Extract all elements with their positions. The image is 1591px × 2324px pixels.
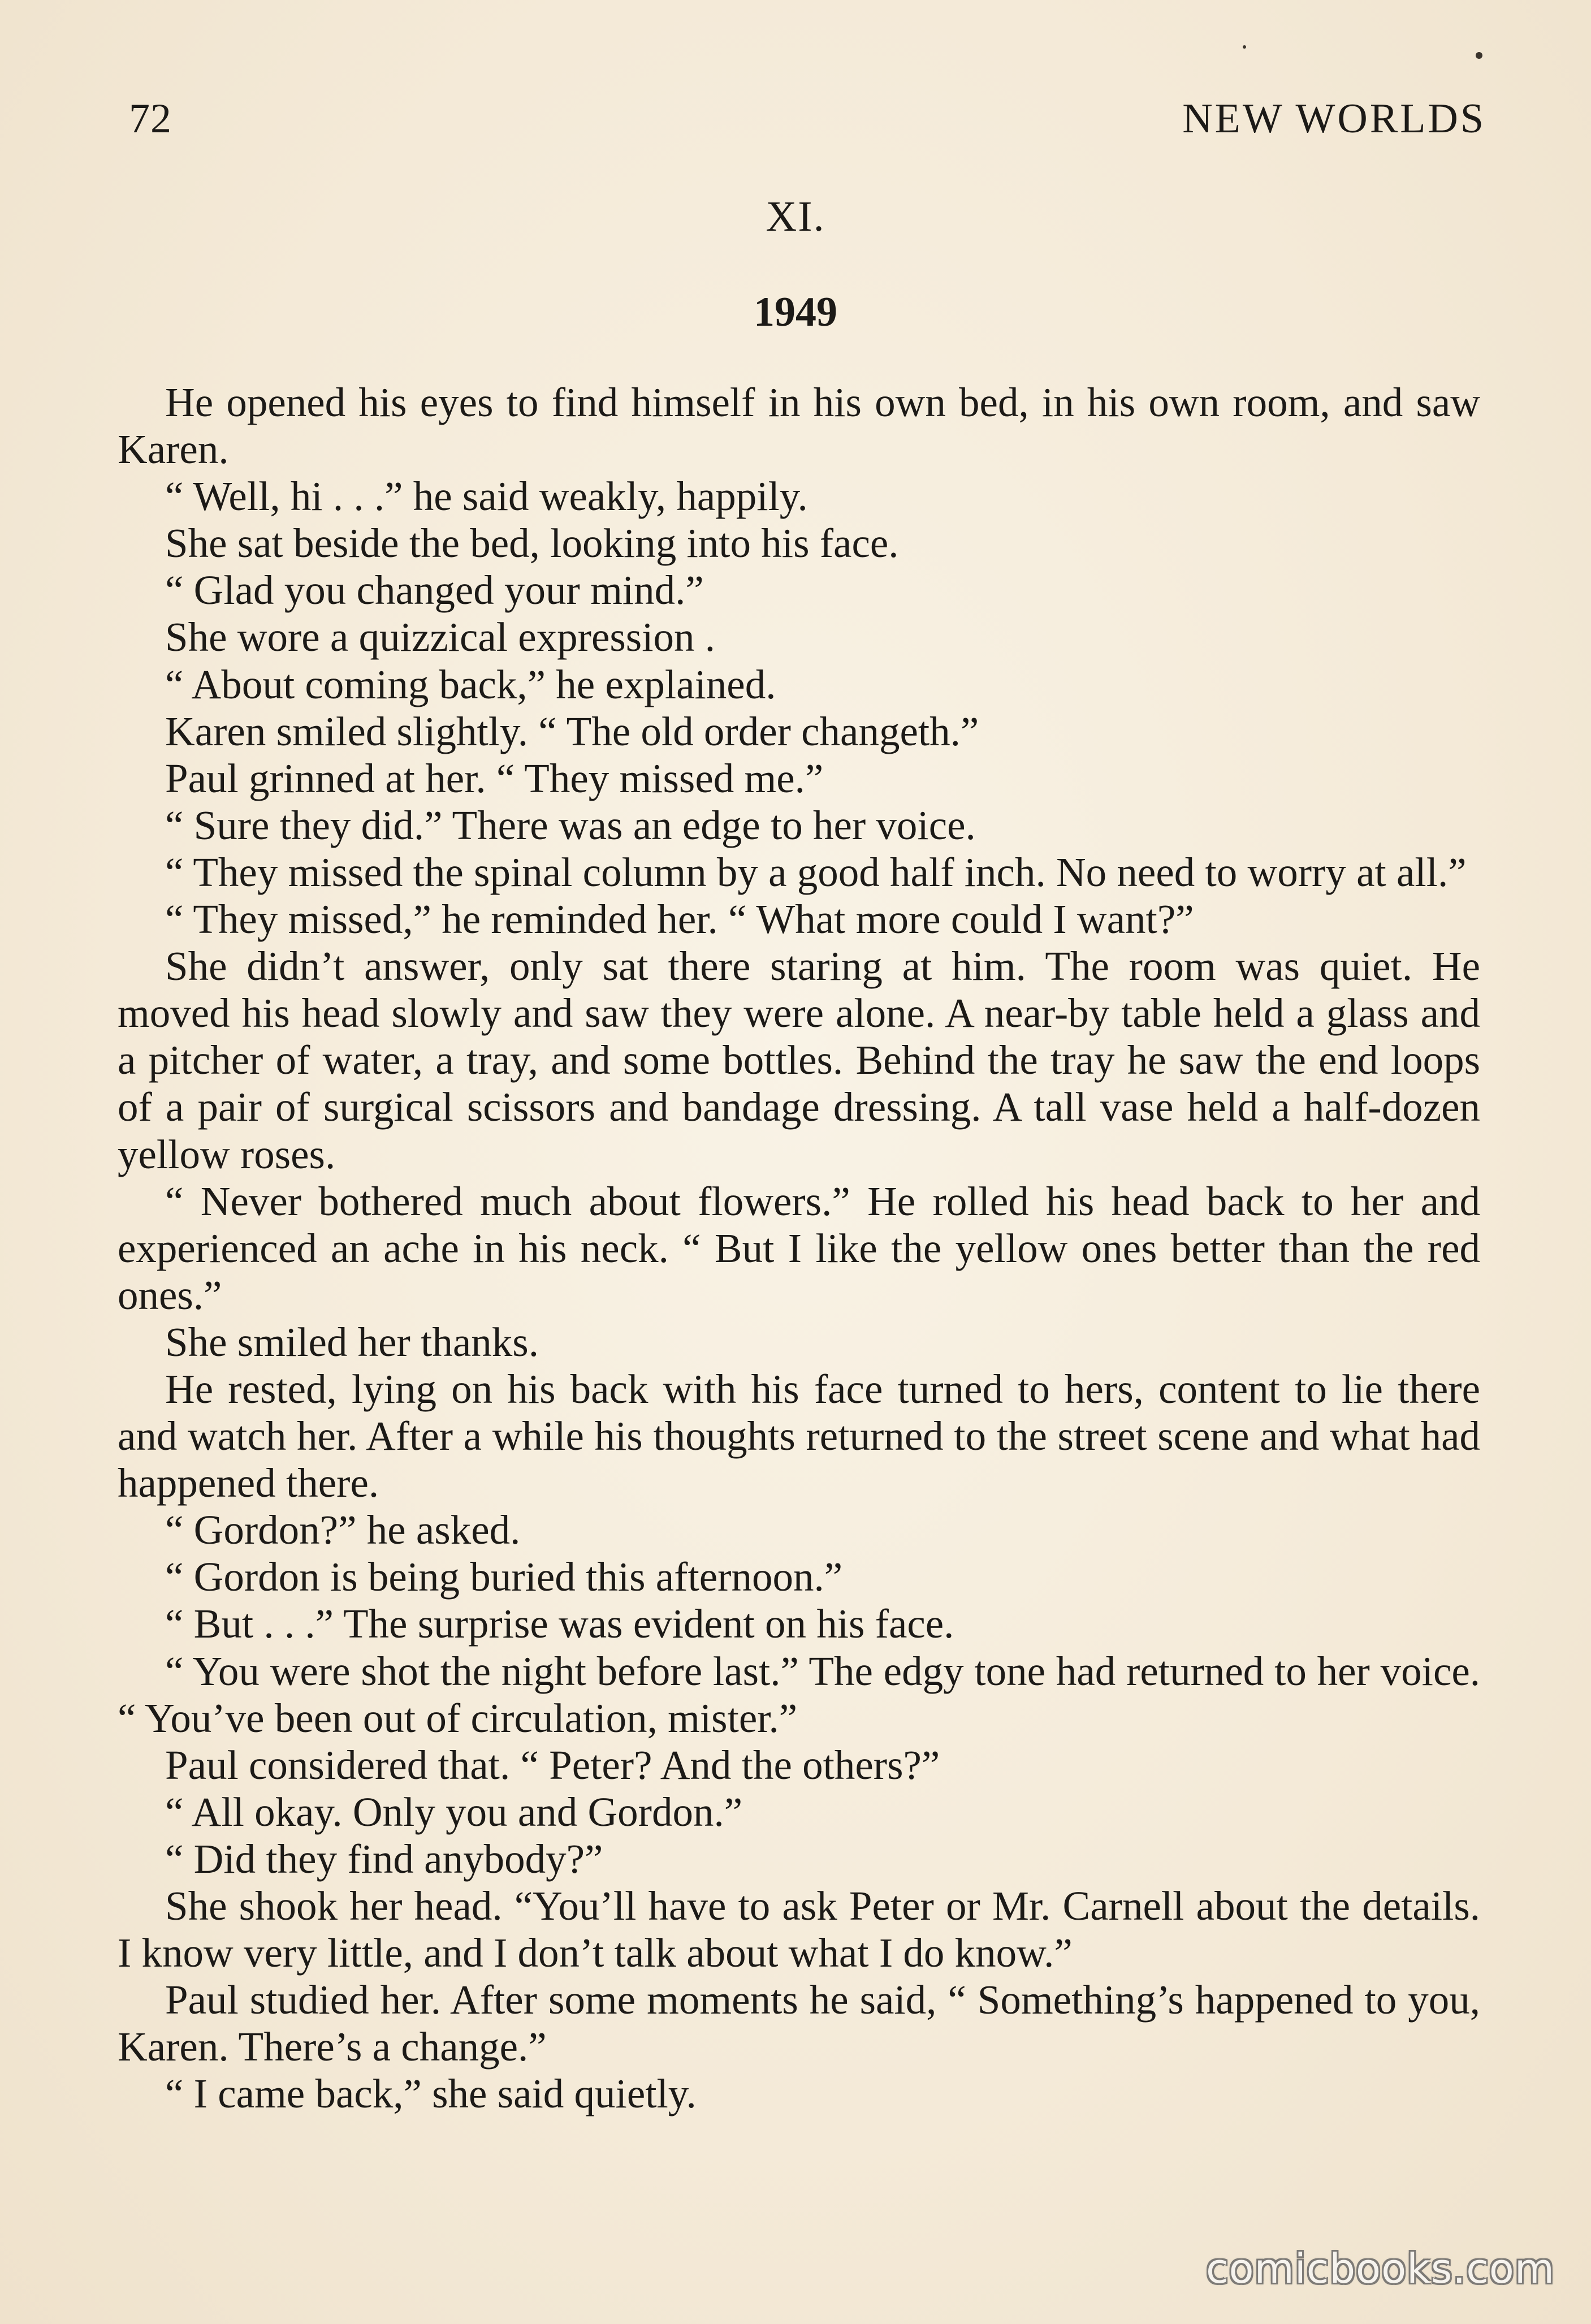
chapter-number: XI.: [766, 193, 825, 240]
paragraph: He rested, lying on his back with his face turned to hers, content to lie there and watch her. After a while his thoughts returned to the street scene and what had happened there.: [118, 1366, 1480, 1506]
paragraph: “ But . . .” The surprise was evident on his face.: [165, 1601, 954, 1647]
paragraph: “ Did they find anybody?”: [165, 1835, 603, 1882]
running-head: [129, 95, 1486, 157]
paragraph: “ They missed,” he reminded her. “ What more could I want?”: [165, 896, 1194, 943]
paragraph: “ They missed the spinal column by a good half inch. No need to worry at all.”: [165, 849, 1467, 895]
print-speck: [1243, 45, 1246, 49]
paragraph: “ Gordon?” he asked.: [165, 1507, 521, 1553]
paragraph: She didn’t answer, only sat there staring at him. The room was quiet. He moved his head slowly and saw they were alone. A near-by table held a glass and a pitcher of water, a tray, and some bottles. Behind the tray he saw the end loops of a pair of surgical scissors and bandage dressing. A tall vase held a half-dozen yellow roses.: [118, 943, 1480, 1177]
paragraph: Paul considered that. “ Peter? And the others?”: [165, 1742, 940, 1788]
paragraph: She wore a quizzical expression .: [165, 614, 715, 660]
paragraph: Karen smiled slightly. “ The old order changeth.”: [165, 708, 979, 754]
paragraph: She smiled her thanks.: [165, 1319, 539, 1365]
magazine-title: NEW WORLDS: [1182, 96, 1486, 142]
paragraph: “ Never bothered much about flowers.” He rolled his head back to her and experienced an ache in his neck. “ But I like the yellow ones better than the red ones.”: [118, 1178, 1480, 1318]
paragraph: Paul studied her. After some moments he said, “ Something’s happened to you, Karen. There’s a change.”: [118, 1977, 1480, 2070]
paragraph: “ You were shot the night before last.” The edgy tone had returned to her voice. “ You’ve been out of circulation, mister.”: [118, 1648, 1480, 1741]
paragraph: She shook her head. “You’ll have to ask Peter or Mr. Carnell about the details. I know very little, and I don’t talk about what I do know.”: [118, 1883, 1480, 1976]
paragraph: Paul grinned at her. “ They missed me.”: [165, 755, 824, 801]
story-body: [118, 379, 1480, 2117]
paragraph: She sat beside the bed, looking into his face.: [165, 520, 899, 567]
paragraph: He opened his eyes to find himself in his own bed, in his own room, and saw Karen.: [118, 379, 1480, 473]
paragraph: “ Sure they did.” There was an edge to her voice.: [165, 802, 976, 848]
paragraph: “ Gordon is being buried this afternoon.”: [165, 1554, 843, 1600]
paragraph: “ Glad you changed your mind.”: [165, 567, 704, 614]
page-number: 72: [129, 96, 172, 142]
paragraph: “ About coming back,” he explained.: [165, 661, 776, 707]
paragraph: “ All okay. Only you and Gordon.”: [165, 1789, 743, 1835]
paragraph: “ Well, hi . . .” he said weakly, happily.: [165, 473, 808, 520]
paragraph: “ I came back,” she said quietly.: [165, 2071, 697, 2117]
chapter-year: 1949: [754, 289, 837, 335]
print-speck: [1476, 52, 1482, 59]
watermark-logo: comicbooks.com: [1205, 2245, 1555, 2292]
